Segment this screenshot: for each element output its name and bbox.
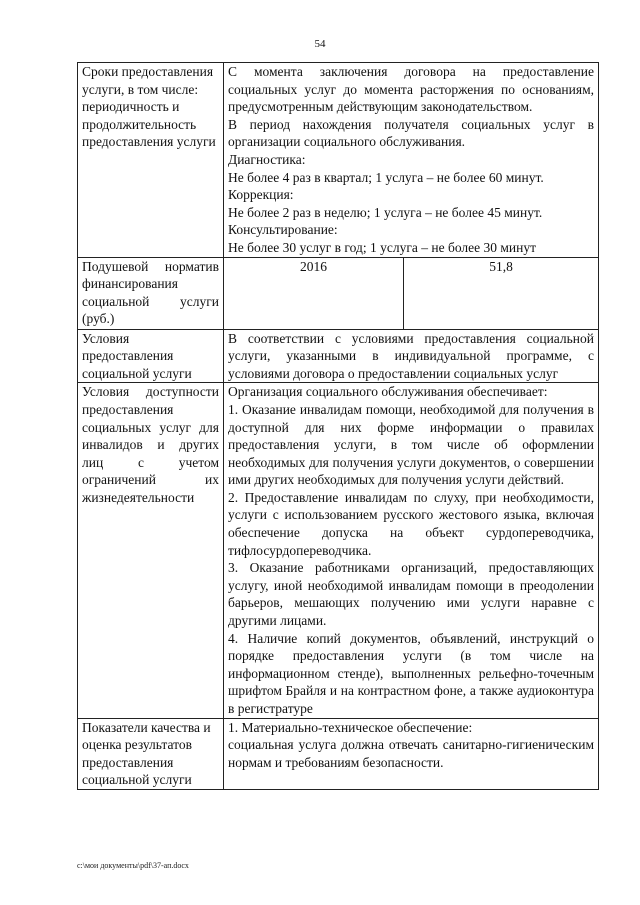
row-label-conditions [78, 329, 224, 383]
norm-year-cell: 2016 [224, 257, 404, 329]
row-content-terms [224, 63, 599, 258]
quality-heading: 1. Материально-техническое обеспечение: [228, 719, 473, 735]
row-label-norm [78, 257, 224, 329]
accessibility-item: 1. Оказание инвалидам помощи, необходимой для получения в доступной для них форме информации о правилах предоставления услуги, в том числе об оформлении необходимых для получения услуги документов, о совершении ими других необходимых для получения услуги действий. [228, 401, 595, 488]
conditions-text: В соответствии с условиями предоставления социальной услуги, указанными в индивидуальной программе, с условиями договора о предоставлении социальных услуг [228, 330, 595, 381]
row-label-text: Подушевой норматив финансирования социальной услуги (руб.) [82, 258, 219, 327]
accessibility-intro: Организация социального обслуживания обеспечивает: [228, 384, 548, 400]
row-content-conditions [224, 329, 599, 383]
table-row-terms [78, 63, 599, 258]
table-row-quality [78, 718, 599, 789]
terms-diagnostics-value: Не более 4 раз в квартал; 1 услуга – не более 60 минут. [228, 169, 544, 185]
row-label-quality [78, 718, 224, 789]
table-row-conditions [78, 329, 599, 383]
row-content-accessibility [224, 383, 599, 718]
terms-correction-value: Не более 2 раз в неделю; 1 услуга – не более 45 минут. [228, 204, 543, 220]
row-label-terms [78, 63, 224, 258]
row-label-text: Сроки предоставления услуги, в том числе: периодичность и продолжительность предоставления услуги [82, 64, 216, 150]
accessibility-item: 3. Оказание работниками организаций, предоставляющих услугу, иной необходимой инвалидам помощи в преодолении барьеров, мешающих получению ими услуги наравне с другими лицами. [228, 560, 595, 629]
terms-diagnostics-heading: Диагностика: [228, 151, 306, 167]
footer-file-path: c:\мои документы\pdf\37-ап.docx [77, 861, 189, 870]
accessibility-item: 2. Предоставление инвалидам по слуху, при необходимости, услуги с использованием русского жестового языка, включая обеспечение допуска на объект сурдопереводчика, тифлосурдопереводчика. [228, 489, 595, 558]
terms-correction-heading: Коррекция: [228, 187, 294, 203]
terms-consulting-value: Не более 30 услуг в год; 1 услуга – не более 30 минут [228, 239, 537, 255]
row-label-text: Условия предоставления социальной услуги [82, 330, 192, 381]
quality-text: социальная услуга должна отвечать санитарно-гигиеническим нормам и требованиям безопасности. [228, 737, 595, 770]
table-row-norm [78, 257, 599, 329]
terms-consulting-heading: Консультирование: [228, 222, 338, 238]
accessibility-item: 4. Наличие копий документов, объявлений, инструкций о порядке предоставления услуги (в том числе на информационном стенде), выполненных рельефно-точечным шрифтом Брайля и на контрастном фоне, а также аудиоконтура в регистратуре [228, 630, 595, 716]
row-label-text: Условия доступности предоставления социальных услуг для инвалидов и других лиц с учетом ограничений их жизнедеятельности [82, 384, 219, 505]
terms-paragraph: С момента заключения договора на предоставление социальных услуг до момента расторжения по основаниям, предусмотренным действующим законодательством. [228, 64, 595, 115]
terms-paragraph: В период нахождения получателя социальных услуг в организации социального обслуживания. [228, 116, 595, 150]
row-label-text: Показатели качества и оценка результатов предоставления социальной услуги [82, 719, 211, 788]
table-row-accessibility [78, 383, 599, 718]
row-content-quality [224, 718, 599, 789]
norm-value-cell: 51,8 [404, 257, 599, 329]
service-table [77, 62, 599, 790]
page-number: 54 [314, 38, 326, 50]
row-label-accessibility [78, 383, 224, 718]
